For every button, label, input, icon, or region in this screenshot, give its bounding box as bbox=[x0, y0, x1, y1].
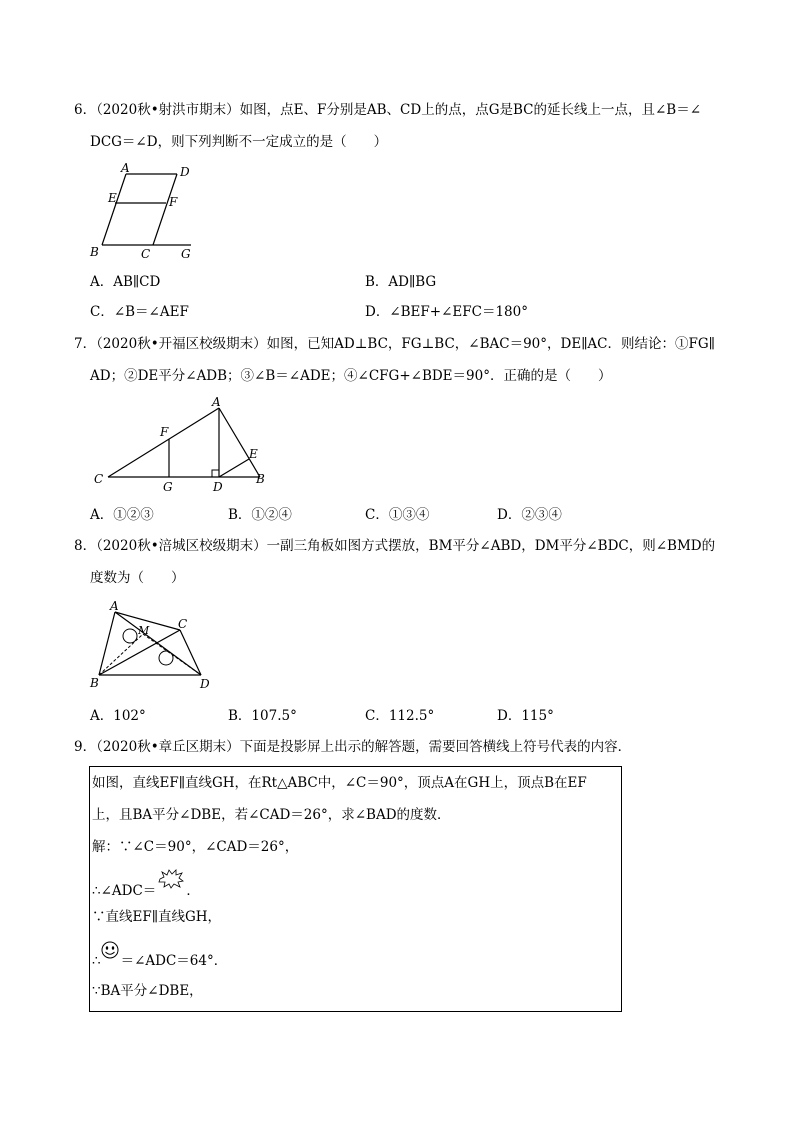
q8-option-a: A．102° bbox=[90, 708, 146, 724]
q8-line2: 度数为（ ） bbox=[90, 570, 185, 586]
q9-box-line4 bbox=[92, 875, 200, 901]
q7-label-F: F bbox=[160, 425, 169, 439]
q8-label-D: D bbox=[200, 677, 210, 691]
q8-label-A: A bbox=[110, 599, 119, 613]
q7-label-E: E bbox=[249, 447, 258, 461]
q9-projection-box bbox=[89, 766, 622, 1012]
q7-option-c: C．①③④ bbox=[365, 507, 430, 523]
q7-label-C: C bbox=[94, 472, 104, 486]
q9-box-line3: 解：∵∠C＝90°，∠CAD＝26°， bbox=[92, 839, 299, 855]
q9-period: ． bbox=[186, 883, 200, 899]
q6-label-B: B bbox=[90, 245, 99, 259]
q6-label-G: G bbox=[181, 247, 191, 261]
q9-box-line6-text: ＝∠ADC＝64°． bbox=[120, 953, 228, 969]
q7-line2: AD；②DE平分∠ADB；③∠B＝∠ADE；④∠CFG+∠BDE＝90°．正确的是（ ） bbox=[90, 368, 612, 384]
q8-option-d: D．115° bbox=[497, 708, 554, 724]
q9-therefore: ∴ bbox=[92, 953, 101, 969]
q6-label-C: C bbox=[141, 247, 151, 261]
q6-option-d: D．∠BEF+∠EFC＝180° bbox=[365, 304, 528, 320]
q8-option-b: B．107.5° bbox=[228, 708, 297, 724]
q6-option-a: A．AB∥CD bbox=[90, 274, 161, 290]
q9-box-line6 bbox=[92, 947, 227, 971]
q7-line1: 7．（2020秋•开福区校级期末）如图，已知AD⊥BC，FG⊥BC，∠BAC＝90°，DE∥AC．则结论：①FG∥ bbox=[74, 336, 715, 352]
q6-label-A: A bbox=[121, 161, 130, 175]
q9-box-line2: 上，且BA平分∠DBE，若∠CAD＝26°，求∠BAD的度数． bbox=[92, 807, 451, 823]
q6-line2: DCG＝∠D，则下列判断不一定成立的是（ ） bbox=[90, 134, 388, 150]
q8-line1: 8．（2020秋•涪城区校级期末）一副三角板如图方式摆放，BM平分∠ABD，DM平分∠BDC，则∠BMD的 bbox=[74, 538, 716, 554]
q8-label-B: B bbox=[90, 676, 99, 690]
q7-label-D: D bbox=[213, 480, 223, 494]
q8-label-M: M bbox=[138, 624, 150, 637]
q9-line1: 9．（2020秋•章丘区期末）下面是投影屏上出示的解答题，需要回答横线上符号代表的内容． bbox=[74, 739, 632, 755]
q6-figure-parallelogram bbox=[86, 162, 206, 262]
q9-box-line5: ∵直线EF∥直线GH， bbox=[92, 909, 222, 925]
q6-label-F: F bbox=[169, 195, 178, 209]
q8-option-c: C．112.5° bbox=[365, 708, 435, 724]
q8-label-C: C bbox=[178, 617, 188, 631]
q7-label-B: B bbox=[256, 472, 265, 486]
q9-box-line7: ∵BA平分∠DBE， bbox=[92, 983, 203, 999]
q8-figure-triangle-boards bbox=[88, 598, 218, 693]
q7-option-b: B．①②④ bbox=[228, 507, 292, 523]
q7-label-A: A bbox=[212, 395, 221, 409]
q9-box-line4-text: ∴∠ADC＝ bbox=[92, 883, 157, 899]
q6-option-b: B．AD∥BG bbox=[365, 274, 437, 290]
q6-line1: 6．（2020秋•射洪市期末）如图，点E、F分别是AB、CD上的点，点G是BC的延长线上一点，且∠B＝∠ bbox=[74, 102, 702, 118]
q6-label-D: D bbox=[180, 165, 190, 179]
q7-label-G: G bbox=[163, 480, 173, 494]
q7-option-a: A．①②③ bbox=[90, 507, 154, 523]
q9-box-line1: 如图，直线EF∥直线GH，在Rt△ABC中，∠C＝90°，顶点A在GH上，顶点B在EF bbox=[92, 775, 587, 791]
q6-label-E: E bbox=[108, 191, 117, 205]
starburst-icon bbox=[158, 869, 184, 889]
q7-figure-right-triangle bbox=[90, 396, 270, 496]
q7-option-d: D．②③④ bbox=[497, 507, 562, 523]
q6-option-c: C．∠B＝∠AEF bbox=[90, 304, 189, 320]
smiley-icon bbox=[101, 941, 119, 959]
